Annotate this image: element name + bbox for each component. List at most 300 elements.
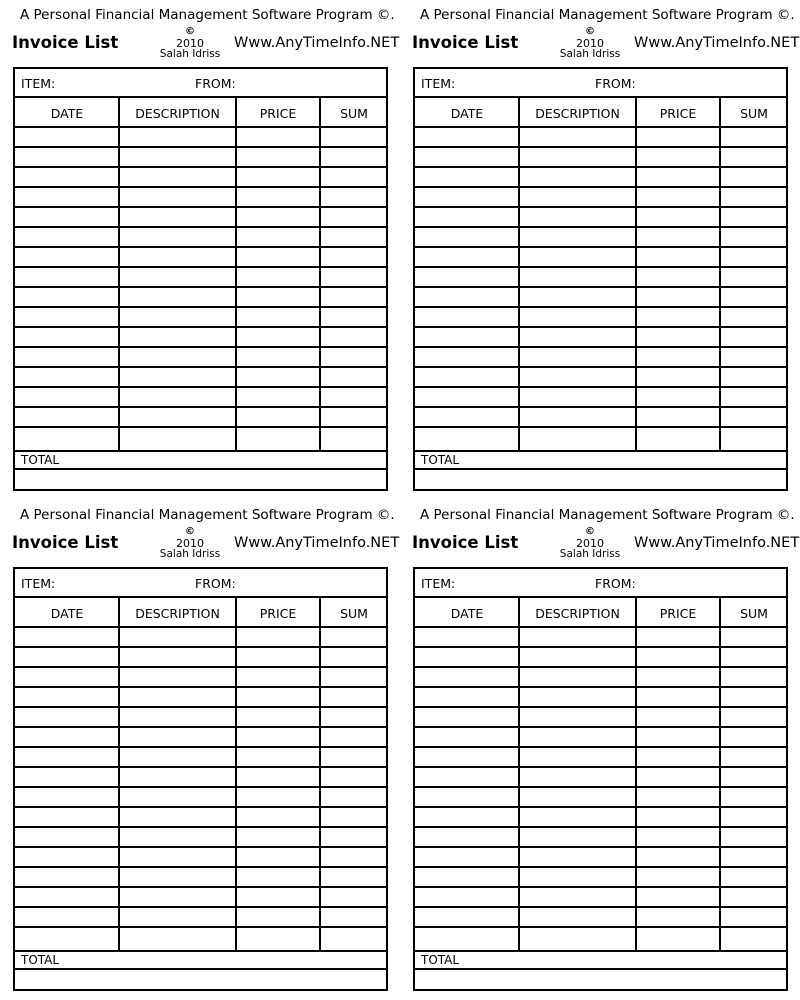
entry-cell-price[interactable] [237,348,319,366]
entry-cell-price[interactable] [637,828,719,846]
entry-cell-date[interactable] [16,148,118,166]
column-header-sum: SUM [740,106,768,121]
entry-cell-sum[interactable] [321,388,387,406]
entry-cell-date[interactable] [16,168,118,186]
entry-cell-sum[interactable] [721,288,787,306]
entry-cell-sum[interactable] [721,308,787,326]
copyright-block [150,526,230,561]
entry-cell-price[interactable] [637,348,719,366]
entry-cell-price[interactable] [237,168,319,186]
entry-cell-description[interactable] [120,748,235,766]
entry-cell-price[interactable] [237,248,319,266]
entry-cell-description[interactable] [520,728,635,746]
entry-cell-description[interactable] [120,268,235,286]
column-header-sum: SUM [340,106,368,121]
entry-cell-price[interactable] [237,128,319,146]
entry-cell-price[interactable] [637,168,719,186]
entry-cell-description[interactable] [120,768,235,786]
entry-cell-description[interactable] [520,248,635,266]
entry-cell-price[interactable] [637,288,719,306]
entry-cell-date[interactable] [16,248,118,266]
entry-cell-description[interactable] [120,708,235,726]
entry-cell-description[interactable] [520,368,635,386]
entry-cell-price[interactable] [637,268,719,286]
entry-cell-price[interactable] [637,888,719,906]
entry-cell-description[interactable] [120,848,235,866]
entry-cell-price[interactable] [237,368,319,386]
entry-cell-price[interactable] [637,768,719,786]
program-tagline: A Personal Financial Management Software Program ©. [420,7,795,23]
entry-cell-description[interactable] [520,228,635,246]
total-row [15,950,386,970]
author-name: Salah Idriss [159,48,221,60]
entry-cell-sum[interactable] [721,808,787,826]
item-label: ITEM: [21,76,56,91]
grid-row-line [415,426,786,428]
entry-cell-price[interactable] [237,908,319,926]
entry-cell-date[interactable] [16,688,118,706]
entry-cell-description[interactable] [520,888,635,906]
entry-cell-description[interactable] [520,308,635,326]
entry-cell-date[interactable] [16,668,118,686]
entry-cell-date[interactable] [16,748,118,766]
entry-cell-date[interactable] [16,868,118,886]
grid-row-line [15,426,386,428]
entry-cell-price[interactable] [237,268,319,286]
entry-cell-description[interactable] [120,248,235,266]
entry-cell-price[interactable] [237,688,319,706]
entry-cell-price[interactable] [237,768,319,786]
entry-cell-date[interactable] [16,808,118,826]
entry-cell-date[interactable] [16,768,118,786]
entry-cell-sum[interactable] [721,788,787,806]
entry-cell-price[interactable] [637,808,719,826]
entry-cell-price[interactable] [637,248,719,266]
entry-cell-sum[interactable] [321,828,387,846]
entry-cell-sum[interactable] [321,628,387,646]
entry-cell-date[interactable] [16,408,118,426]
entry-cell-description[interactable] [120,388,235,406]
entry-cell-date[interactable] [16,348,118,366]
entry-cell-sum[interactable] [721,668,787,686]
entry-cell-sum[interactable] [321,308,387,326]
entry-cell-description[interactable] [120,348,235,366]
entry-cell-sum[interactable] [321,868,387,886]
entry-cell-price[interactable] [637,408,719,426]
entry-cell-date[interactable] [416,288,518,306]
entry-cell-price[interactable] [637,628,719,646]
item-label: ITEM: [421,576,456,591]
entry-cell-date[interactable] [416,808,518,826]
entry-cell-description[interactable] [120,308,235,326]
entry-cell-description[interactable] [520,828,635,846]
entry-cell-price[interactable] [637,368,719,386]
entry-cell-date[interactable] [16,788,118,806]
entry-cell-sum[interactable] [321,148,387,166]
form-title: Invoice List [12,533,119,552]
entry-cell-sum[interactable] [721,188,787,206]
column-header-sum: SUM [740,606,768,621]
entry-cell-description[interactable] [520,208,635,226]
entry-cell-sum[interactable] [321,328,387,346]
entry-cell-price[interactable] [237,148,319,166]
entry-cell-description[interactable] [520,868,635,886]
entry-cell-description[interactable] [520,128,635,146]
entry-cell-sum[interactable] [321,768,387,786]
entry-cell-sum[interactable] [721,828,787,846]
entry-cell-description[interactable] [120,628,235,646]
entry-cell-sum[interactable] [721,128,787,146]
entry-cell-date[interactable] [416,128,518,146]
entries-grid [415,598,786,950]
form-title: Invoice List [412,533,519,552]
copyright-block [550,526,630,561]
entry-cell-description[interactable] [520,348,635,366]
entry-cell-date[interactable] [416,408,518,426]
entry-cell-description[interactable] [120,328,235,346]
entry-cell-date[interactable] [416,308,518,326]
entry-cell-price[interactable] [637,848,719,866]
author-name: Salah Idriss [559,48,621,60]
entry-cell-sum[interactable] [321,168,387,186]
entry-cell-date[interactable] [416,208,518,226]
entry-cell-price[interactable] [237,288,319,306]
entry-cell-date[interactable] [16,268,118,286]
entry-cell-description[interactable] [520,908,635,926]
entry-cell-sum[interactable] [721,728,787,746]
entry-cell-sum[interactable] [721,388,787,406]
entry-cell-sum[interactable] [321,908,387,926]
entry-cell-description[interactable] [120,828,235,846]
entry-cell-description[interactable] [120,128,235,146]
entry-cell-date[interactable] [416,328,518,346]
entry-cell-sum[interactable] [721,368,787,386]
entry-cell-sum[interactable] [721,168,787,186]
entry-cell-sum[interactable] [321,808,387,826]
entry-cell-date[interactable] [416,268,518,286]
entry-cell-price[interactable] [237,888,319,906]
entry-cell-sum[interactable] [321,128,387,146]
invoice-table [13,67,388,491]
grid-row-line [15,926,386,928]
entry-cell-date[interactable] [416,148,518,166]
entry-cell-sum[interactable] [321,648,387,666]
entry-cell-date[interactable] [16,728,118,746]
entry-cell-sum[interactable] [321,208,387,226]
entry-cell-sum[interactable] [721,868,787,886]
entry-cell-price[interactable] [637,788,719,806]
entry-cell-price[interactable] [237,208,319,226]
entry-cell-date[interactable] [416,668,518,686]
program-tagline: A Personal Financial Management Software Program ©. [20,7,395,23]
program-tagline: A Personal Financial Management Software Program ©. [420,507,795,523]
entry-cell-sum[interactable] [321,348,387,366]
entry-cell-description[interactable] [120,148,235,166]
entry-cell-date[interactable] [16,188,118,206]
entry-cell-description[interactable] [120,688,235,706]
item-label: ITEM: [421,76,456,91]
entry-cell-price[interactable] [637,388,719,406]
entry-cell-price[interactable] [237,628,319,646]
entry-cell-price[interactable] [237,388,319,406]
entry-cell-date[interactable] [416,728,518,746]
column-header-price: PRICE [659,106,697,121]
entry-cell-date[interactable] [416,888,518,906]
entry-cell-description[interactable] [120,888,235,906]
entry-cell-price[interactable] [237,868,319,886]
entry-cell-price[interactable] [237,328,319,346]
copyright-icon: © [185,26,195,37]
website-url: Www.AnyTimeInfo.NET [634,35,800,51]
entry-cell-description[interactable] [120,168,235,186]
entry-cell-sum[interactable] [721,648,787,666]
entry-cell-date[interactable] [416,168,518,186]
column-header-date: DATE [450,106,484,121]
entry-cell-sum[interactable] [721,708,787,726]
entry-cell-date[interactable] [16,368,118,386]
entry-cell-description[interactable] [120,228,235,246]
entry-cell-price[interactable] [637,648,719,666]
entry-cell-description[interactable] [120,208,235,226]
entry-cell-price[interactable] [637,188,719,206]
from-label: FROM: [595,576,636,591]
entry-cell-sum[interactable] [321,248,387,266]
copyright-year: 2010 [576,36,604,50]
entry-cell-date[interactable] [416,788,518,806]
entry-cell-sum[interactable] [721,628,787,646]
entry-cell-description[interactable] [120,288,235,306]
entry-cell-description[interactable] [520,168,635,186]
column-header-sum: SUM [340,606,368,621]
entry-cell-price[interactable] [237,228,319,246]
entry-cell-date[interactable] [16,828,118,846]
entries-grid [415,98,786,450]
entry-cell-price[interactable] [637,148,719,166]
entry-cell-description[interactable] [120,368,235,386]
total-label: TOTAL [21,453,60,467]
entry-cell-price[interactable] [637,728,719,746]
entry-cell-date[interactable] [16,888,118,906]
entry-cell-date[interactable] [16,708,118,726]
entry-cell-sum[interactable] [321,288,387,306]
total-label: TOTAL [421,953,460,967]
entry-cell-description[interactable] [120,188,235,206]
entry-cell-date[interactable] [16,648,118,666]
entry-cell-date[interactable] [16,328,118,346]
entry-cell-price[interactable] [237,808,319,826]
entry-cell-price[interactable] [637,748,719,766]
entry-cell-sum[interactable] [721,268,787,286]
website-url: Www.AnyTimeInfo.NET [234,35,400,51]
entry-cell-sum[interactable] [721,248,787,266]
entry-cell-price[interactable] [637,128,719,146]
entry-cell-description[interactable] [520,708,635,726]
entry-cell-date[interactable] [416,708,518,726]
entry-cell-date[interactable] [416,188,518,206]
entry-cell-sum[interactable] [321,228,387,246]
entry-cell-date[interactable] [16,848,118,866]
entry-cell-description[interactable] [520,748,635,766]
entry-cell-date[interactable] [16,308,118,326]
column-header-price: PRICE [259,106,297,121]
entry-cell-date[interactable] [16,128,118,146]
entry-cell-price[interactable] [637,668,719,686]
entry-cell-price[interactable] [637,688,719,706]
entry-cell-sum[interactable] [321,408,387,426]
entry-cell-sum[interactable] [721,208,787,226]
entry-cell-date[interactable] [416,848,518,866]
entry-cell-date[interactable] [16,908,118,926]
copyright-icon: © [585,26,595,37]
entry-cell-price[interactable] [237,648,319,666]
copyright-year: 2010 [176,36,204,50]
entry-cell-sum[interactable] [321,848,387,866]
entry-cell-price[interactable] [637,868,719,886]
entry-cell-description[interactable] [120,788,235,806]
total-label: TOTAL [421,453,460,467]
entry-cell-date[interactable] [416,748,518,766]
entry-cell-date[interactable] [16,208,118,226]
entry-cell-sum[interactable] [721,148,787,166]
entry-cell-date[interactable] [16,388,118,406]
entries-grid [15,98,386,450]
form-title: Invoice List [412,33,519,52]
entry-cell-price[interactable] [237,708,319,726]
entry-cell-price[interactable] [237,408,319,426]
entry-cell-date[interactable] [416,908,518,926]
invoice-table [413,67,788,491]
grid-row-line [415,926,786,928]
entry-cell-date[interactable] [416,648,518,666]
entry-cell-description[interactable] [520,848,635,866]
column-header-description: DESCRIPTION [535,106,620,121]
entry-cell-description[interactable] [120,808,235,826]
entry-cell-price[interactable] [237,748,319,766]
entry-cell-price[interactable] [637,308,719,326]
entry-cell-price[interactable] [237,848,319,866]
entries-grid [15,598,386,950]
entry-cell-price[interactable] [237,788,319,806]
entry-cell-sum[interactable] [721,848,787,866]
entry-cell-description[interactable] [520,628,635,646]
entry-cell-date[interactable] [416,368,518,386]
column-header-date: DATE [50,606,84,621]
entry-cell-description[interactable] [120,408,235,426]
copyright-year: 2010 [576,536,604,550]
column-header-description: DESCRIPTION [135,106,220,121]
entry-cell-date[interactable] [16,628,118,646]
entry-cell-description[interactable] [520,808,635,826]
entry-cell-description[interactable] [520,268,635,286]
entry-cell-sum[interactable] [721,768,787,786]
entry-cell-date[interactable] [416,768,518,786]
entry-cell-date[interactable] [416,828,518,846]
from-label: FROM: [195,76,236,91]
column-header-price: PRICE [259,606,297,621]
entry-cell-description[interactable] [520,188,635,206]
entry-cell-sum[interactable] [321,728,387,746]
entry-cell-sum[interactable] [321,788,387,806]
column-header-description: DESCRIPTION [535,606,620,621]
entry-cell-description[interactable] [520,788,635,806]
entry-cell-description[interactable] [120,908,235,926]
entry-cell-description[interactable] [520,148,635,166]
entry-cell-sum[interactable] [321,888,387,906]
copyright-block [150,26,230,61]
entry-cell-date[interactable] [416,688,518,706]
entry-cell-sum[interactable] [721,328,787,346]
entry-cell-sum[interactable] [721,888,787,906]
invoice-form [0,0,400,500]
entry-cell-sum[interactable] [721,748,787,766]
entry-cell-sum[interactable] [721,688,787,706]
entry-cell-description[interactable] [520,408,635,426]
entry-cell-description[interactable] [520,668,635,686]
entry-cell-price[interactable] [637,328,719,346]
entry-cell-sum[interactable] [321,688,387,706]
entry-cell-price[interactable] [637,228,719,246]
entry-cell-date[interactable] [416,868,518,886]
column-header-description: DESCRIPTION [135,606,220,621]
entry-cell-date[interactable] [416,388,518,406]
entry-cell-price[interactable] [237,188,319,206]
copyright-year: 2010 [176,536,204,550]
entry-cell-sum[interactable] [321,188,387,206]
entry-cell-sum[interactable] [721,348,787,366]
entry-cell-description[interactable] [520,388,635,406]
total-row [15,450,386,470]
entry-cell-description[interactable] [520,688,635,706]
invoice-form [400,0,800,500]
entry-cell-price[interactable] [637,908,719,926]
entry-cell-sum[interactable] [721,408,787,426]
column-header-date: DATE [50,106,84,121]
entry-cell-sum[interactable] [721,908,787,926]
entry-cell-description[interactable] [120,728,235,746]
entry-cell-price[interactable] [237,668,319,686]
entry-cell-description[interactable] [520,648,635,666]
entry-cell-description[interactable] [520,288,635,306]
entry-cell-date[interactable] [16,288,118,306]
entry-cell-sum[interactable] [721,228,787,246]
entry-cell-date[interactable] [416,348,518,366]
entry-cell-description[interactable] [520,328,635,346]
form-title: Invoice List [12,33,119,52]
entry-cell-sum[interactable] [321,668,387,686]
entry-cell-sum[interactable] [321,708,387,726]
entry-cell-date[interactable] [16,228,118,246]
entry-cell-date[interactable] [416,248,518,266]
from-label: FROM: [595,76,636,91]
entry-cell-date[interactable] [416,628,518,646]
item-from-row [415,69,786,98]
entry-cell-price[interactable] [637,208,719,226]
entry-cell-price[interactable] [637,708,719,726]
entry-cell-sum[interactable] [321,368,387,386]
entry-cell-price[interactable] [237,828,319,846]
entry-cell-price[interactable] [237,728,319,746]
entry-cell-price[interactable] [237,308,319,326]
entry-cell-sum[interactable] [321,268,387,286]
entry-cell-description[interactable] [520,768,635,786]
entry-cell-description[interactable] [120,868,235,886]
copyright-icon: © [585,526,595,537]
entry-cell-description[interactable] [120,648,235,666]
entry-cell-sum[interactable] [321,748,387,766]
entry-cell-description[interactable] [120,668,235,686]
entry-cell-date[interactable] [416,228,518,246]
item-from-row [415,569,786,598]
